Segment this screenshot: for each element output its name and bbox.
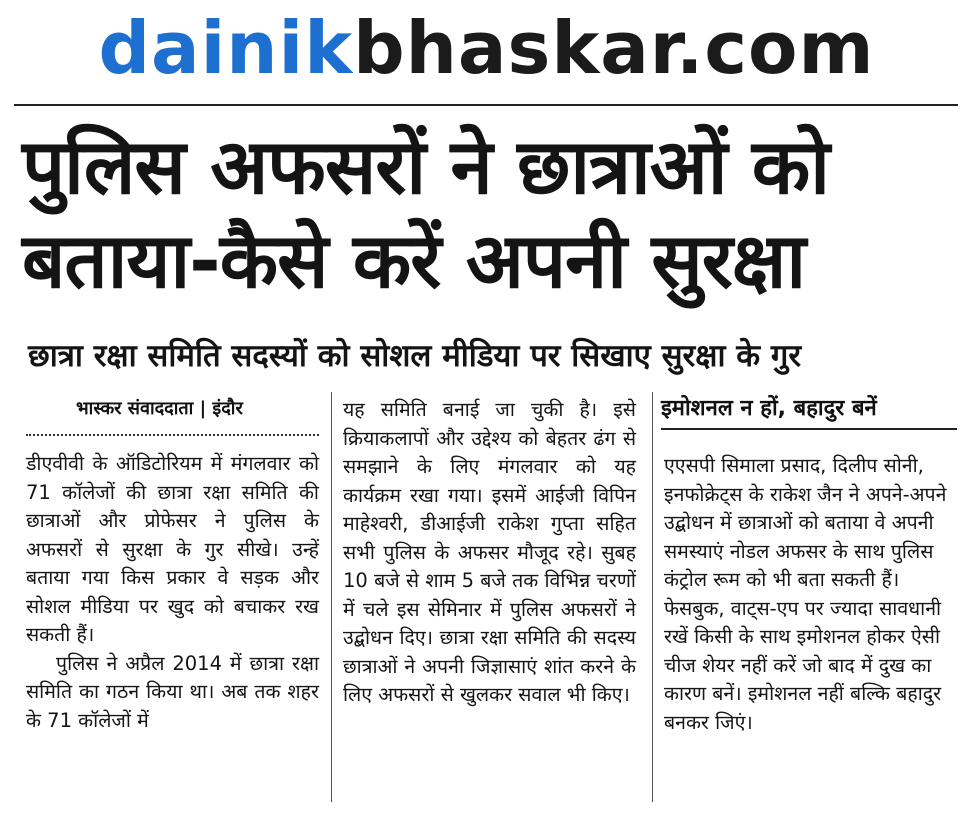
masthead-logo xyxy=(0,8,973,88)
column-divider-2 xyxy=(652,392,653,802)
article-column-1 xyxy=(26,388,319,735)
headline-line-2: बताया-कैसे करें अपनी सुरक्षा xyxy=(22,216,806,305)
column-divider-1 xyxy=(331,392,332,802)
byline: भास्कर संवाददाता | इंदौर xyxy=(76,398,243,419)
sidebar-text: एएसपी सिमाला प्रसाद, दिलीप सोनी, इनफोक्रेट्स के राकेश जैन ने अपने-अपने उद्बोधन में छात्राओं को बताया वे अपनी समस्याएं नोडल अफसर के साथ पुलिस कंट्रोल रूम को भी बता सकती हैं। फेसबुक, वाट्स-एप पर ज्यादा सावधानी रखें किसी के साथ इमोशनल होकर ऐसी चीज शेयर नहीं करें जो बाद में दुख का कारण बनें। इमोशनल नहीं बल्कि बहादुर बनकर जिएं। xyxy=(664,454,947,734)
headline-line-1: पुलिस अफसरों ने छात्राओं को xyxy=(22,122,829,211)
article-column-2 xyxy=(343,396,636,710)
column-2-paragraph-1: यह समिति बनाई जा चुकी है। इसे क्रियाकलापों और उद्देश्य को बेहतर ढंग से समझाने के लिए मंगलवार को यह कार्यक्रम रखा गया। इसमें आईजी विपिन माहेश्वरी, डीआईजी राकेश गुप्ता सहित सभी पुलिस के अफसर मौजूद रहे। सुबह 10 बजे से शाम 5 बजे तक विभिन्न चरणों में चले इस सेमिनार में पुलिस अफसरों ने उद्बोधन दिए। छात्रा रक्षा समिति की सदस्य छात्राओं ने अपनी जिज्ञासाएं शांत करने के लिए अफसरों से खुलकर सवाल भी किए। xyxy=(343,398,636,706)
subheadline: छात्रा रक्षा समिति सदस्यों को सोशल मीडिया पर सिखाए सुरक्षा के गुर xyxy=(28,338,802,374)
top-divider xyxy=(14,104,958,106)
byline-divider xyxy=(26,434,319,436)
sidebar-title: इमोशनल न हों, बहादुर बनें xyxy=(661,394,957,430)
column-1-paragraph-2: पुलिस ने अप्रैल 2014 में छात्रा रक्षा समिति का गठन किया था। अब तक शहर के 71 कॉलेजों में xyxy=(26,651,319,732)
logo-part-bhaskar: bhaskar.com xyxy=(353,6,875,90)
column-1-paragraph-1: डीएवीवी के ऑडिटोरियम में मंगलवार को 71 कॉलेजों की छात्रा रक्षा समिति की छात्राओं और प्रोफेसर ने पुलिस के अफसरों से सुरक्षा के गुर सीखे। उन्हें बताया गया किस प्रकार वे सड़क और सोशल मीडिया पर खुद को बचाकर रख सकती हैं। xyxy=(26,452,319,646)
sidebar-column xyxy=(664,452,960,737)
headline xyxy=(22,120,952,308)
logo-part-dainik: dainik xyxy=(98,6,354,90)
